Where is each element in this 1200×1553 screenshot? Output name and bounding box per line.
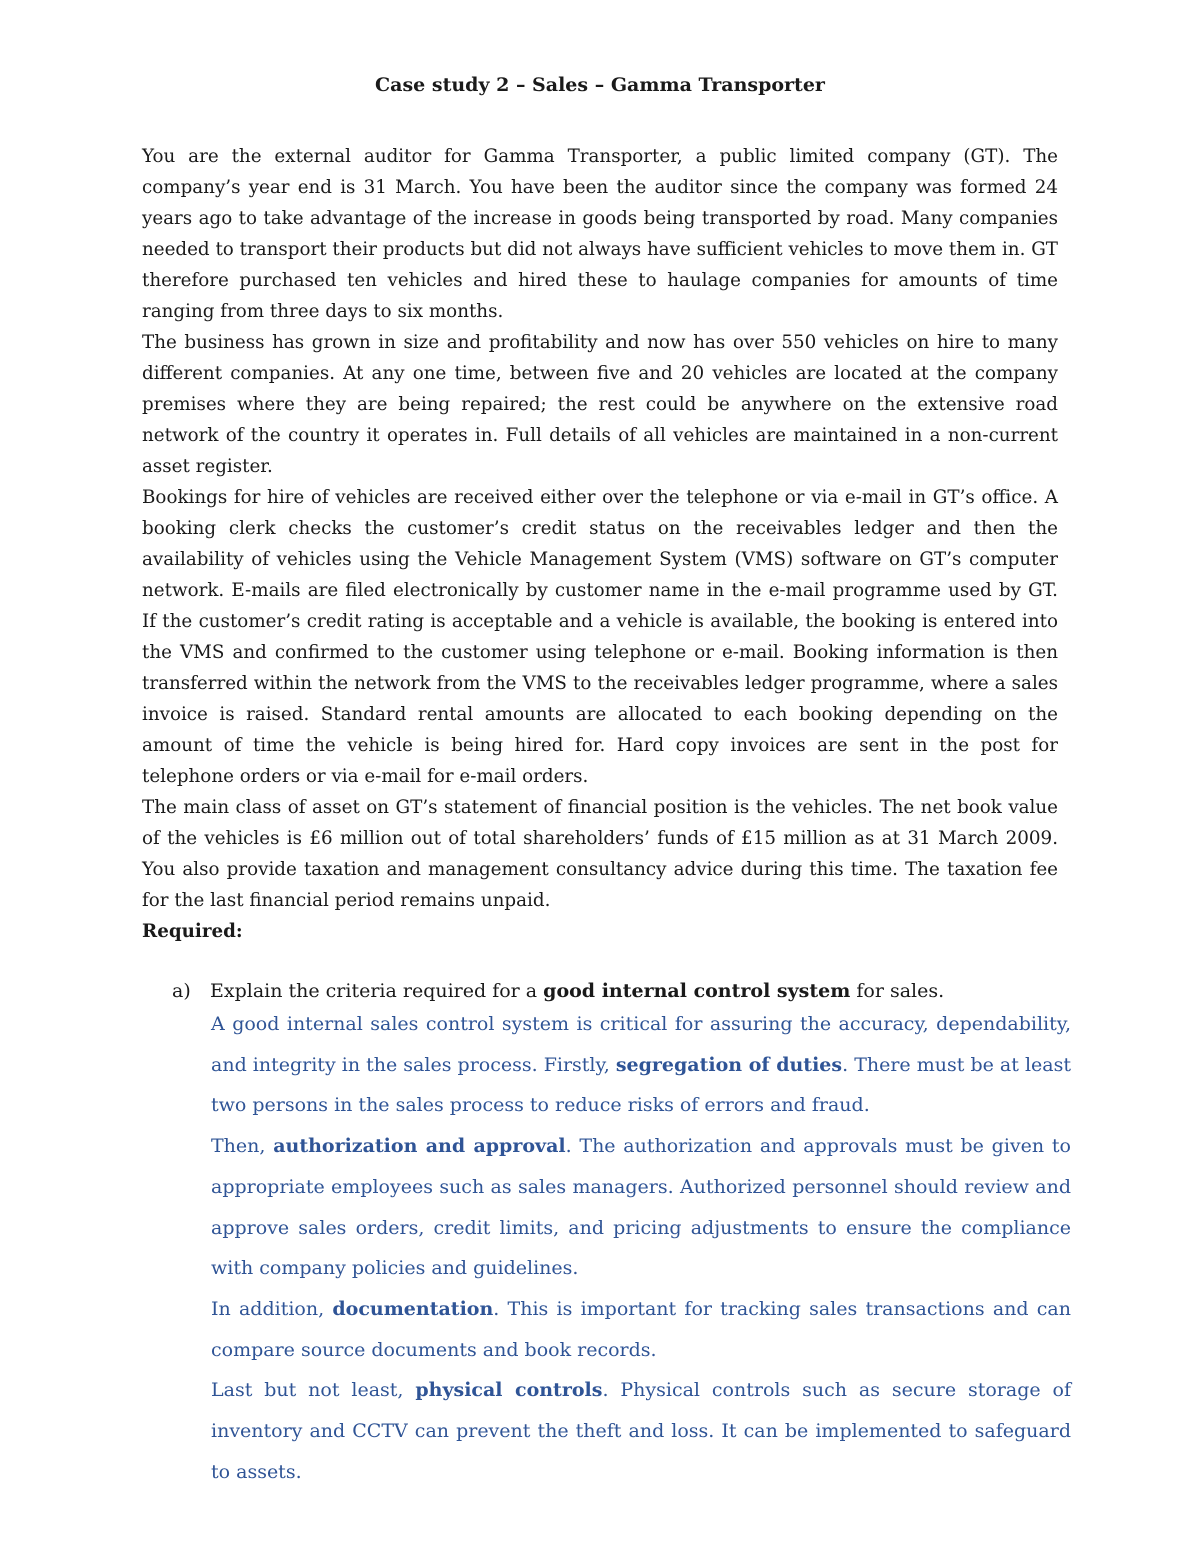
answer-text: . The authorization and approvals must be given to appropriate employees such as sales managers. Authorized personnel should review and approve sales orders, credit limits, and pricing adjustments to ensure the compliance with company policies and guidelines.: [211, 1135, 1071, 1280]
answer-text: In addition,: [211, 1297, 333, 1320]
answer-text: Then,: [211, 1135, 274, 1158]
answer-text: Last but not least,: [211, 1379, 416, 1402]
answer-text: . There must be at least two persons in the sales process to reduce risks of errors and fraud.: [211, 1053, 1071, 1117]
document-title: Case study 2 – Sales – Gamma Transporter: [375, 74, 825, 96]
paragraph-background: You are the external auditor for Gamma Transporter, a public limited company (GT). The company’s year end is 31 March. You have been the auditor since the company was formed 24 years ago to take advantage of the increase in goods being transported by road. Many companies needed to transport their products but did not always have sufficient vehicles to move them in. GT therefore purchased ten vehicles and hired these to haulage companies for amounts of time ranging from three days to six months.: [142, 146, 1058, 322]
answer-keyword: authorization and approval: [273, 1135, 566, 1158]
answer-keyword: physical controls: [415, 1379, 603, 1402]
answer-text: A good internal sales control system is critical for assuring the accuracy, dependability, and integrity in the sales process. Firstly,: [211, 1013, 1071, 1076]
answer-paragraph-physical-controls: [211, 1370, 1071, 1492]
answer-text: . Physical controls such as secure storage of inventory and CCTV can prevent the theft and loss. It can be implemented to safeguard to assets.: [211, 1379, 1071, 1483]
question-text-bold: good internal control system: [543, 980, 851, 1002]
answer-paragraph-authorization: [211, 1126, 1071, 1289]
paragraph-assets: The main class of asset on GT’s statement of financial position is the vehicles. The net book value of the vehicles is £6 million out of total shareholders’ funds of £15 million as at 31 March 2009. You also provide taxation and management consultancy advice during this time. The taxation fee for the last financial period remains unpaid.: [142, 797, 1058, 911]
case-description: [142, 141, 1058, 947]
paragraph-growth: The business has grown in size and profitability and now has over 550 vehicles on hire to many different companies. At any one time, between five and 20 vehicles are located at the company premises where they are being repaired; the rest could be anywhere on the extensive road network of the country it operates in. Full details of all vehicles are maintained in a non-current asset register.: [142, 332, 1058, 477]
question-a: [172, 978, 1062, 1004]
question-letter: a): [172, 980, 191, 1002]
answer-text: . This is important for tracking sales transactions and can compare source documents and book records.: [211, 1297, 1071, 1361]
answer-keyword: documentation: [332, 1297, 494, 1320]
required-heading: Required:: [142, 921, 243, 942]
answer-paragraph-documentation: [211, 1289, 1071, 1370]
answer-paragraph-segregation: [211, 1004, 1071, 1126]
question-text-after: for sales.: [850, 980, 945, 1002]
answer-keyword: segregation of duties: [615, 1053, 843, 1076]
paragraph-bookings: Bookings for hire of vehicles are received either over the telephone or via e-mail in GT’s office. A booking clerk checks the customer’s credit status on the receivables ledger and then the availability of vehicles using the Vehicle Management System (VMS) software on GT’s computer network. E-mails are filed electronically by customer name in the e-mail programme used by GT. If the customer’s credit rating is acceptable and a vehicle is available, the booking is entered into the VMS and confirmed to the customer using telephone or e-mail. Booking information is then transferred within the network from the VMS to the receivables ledger programme, where a sales invoice is raised. Standard rental amounts are allocated to each booking depending on the amount of time the vehicle is being hired for. Hard copy invoices are sent in the post for telephone orders or via e-mail for e-mail orders.: [142, 487, 1058, 787]
question-text-before: Explain the criteria required for a: [210, 980, 544, 1002]
answer-block: [211, 1004, 1071, 1492]
